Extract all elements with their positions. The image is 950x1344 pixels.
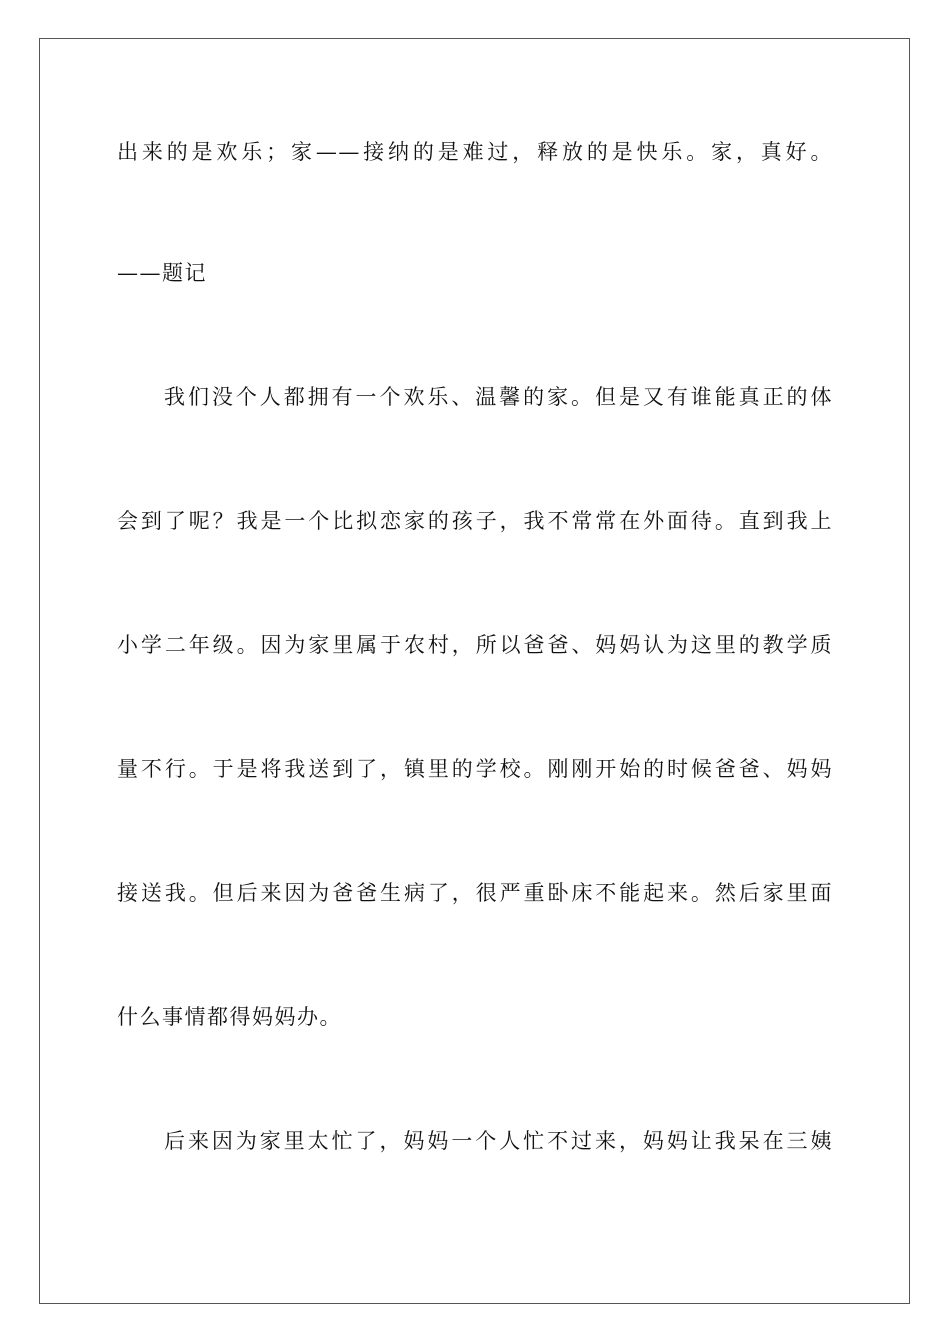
page-border (39, 38, 910, 1304)
paragraph-start: 后来因为家里太忙了，妈妈一个人忙不过来，妈妈让我呆在三姨 (164, 1129, 833, 1153)
text-line: 会到了呢？我是一个比拟恋家的孩子，我不常常在外面待。直到我上 (117, 509, 833, 533)
epigraph-attribution: ——题记 (117, 261, 207, 285)
text-line: 小学二年级。因为家里属于农村，所以爸爸、妈妈认为这里的教学质 (117, 633, 833, 657)
text-line: 量不行。于是将我送到了，镇里的学校。刚刚开始的时候爸爸、妈妈 (117, 757, 833, 781)
paragraph-start: 我们没个人都拥有一个欢乐、温馨的家。但是又有谁能真正的体 (164, 385, 833, 409)
paragraph-end-line: 什么事情都得妈妈办。 (117, 1005, 342, 1029)
text-line: 接送我。但后来因为爸爸生病了，很严重卧床不能起来。然后家里面 (117, 881, 833, 905)
text-line: 出来的是欢乐；家——接纳的是难过，释放的是快乐。家，真好。 (117, 140, 833, 164)
